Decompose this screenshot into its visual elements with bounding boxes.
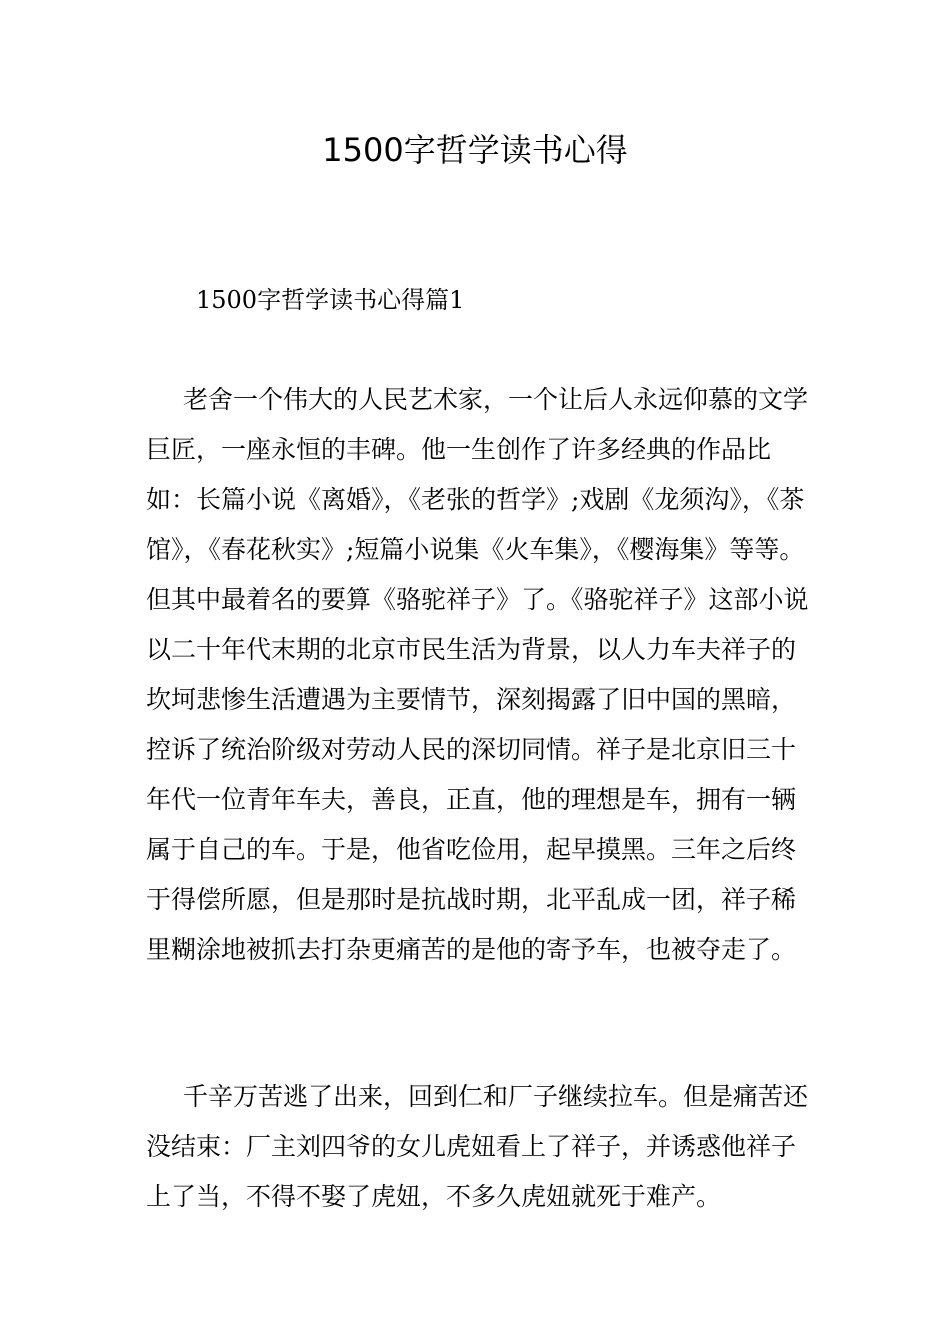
paragraph-1: 老舍一个伟大的人民艺术家，一个让后人永远仰慕的文学巨匠，一座永恒的丰碑。他一生创作了许多经典的作品比如：长篇小说《离婚》，《老张的哲学》;戏剧《龙须沟》，《茶馆》，《春花秋实》;短篇小说集《火车集》，《樱海集》等等。但其中最着名的要算《骆驼祥子》了。《骆驼祥子》这部小说以二十年代末期的北京市民生活为背景，以人力车夫祥子的坎坷悲惨生活遭遇为主要情节，深刻揭露了旧中国的黑暗，控诉了统治阶级对劳动人民的深切同情。祥子是北京旧三十年代一位青年车夫，善良，正直，他的理想是车，拥有一辆属于自己的车。于是，他省吃俭用，起早摸黑。三年之后终于得偿所愿，但是那时是抗战时期，北平乱成一团，祥子稀里糊涂地被抓去打杂更痛苦的是他的寄予车，也被夺走了。 bbox=[146, 385, 809, 964]
section-heading: 1500字哲学读书心得篇1 bbox=[196, 286, 465, 314]
document-title: 1500字哲学读书心得 bbox=[322, 131, 628, 169]
paragraph-2: 千辛万苦逃了出来，回到仁和厂子继续拉车。但是痛苦还没结束：厂主刘四爷的女儿虎妞看上了祥子，并诱惑他祥子上了当，不得不娶了虎妞，不多久虎妞就死于难产。 bbox=[146, 1082, 809, 1211]
